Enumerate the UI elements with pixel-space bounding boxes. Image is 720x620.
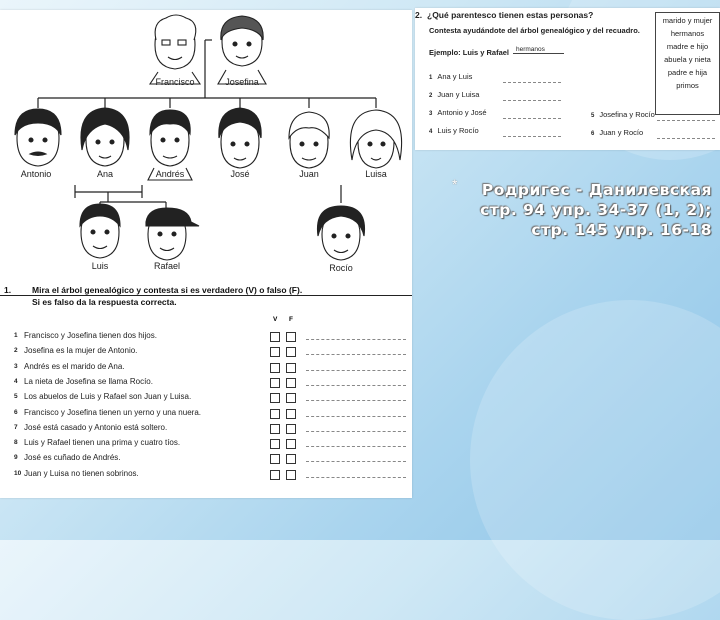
bullet-icon: * (452, 176, 458, 192)
item-number: 1 (14, 332, 18, 339)
person-label: Andrés (155, 169, 185, 179)
correction-line[interactable] (306, 416, 406, 417)
face-antonio (15, 109, 61, 166)
person-label: Rocío (329, 263, 353, 273)
face-luis (80, 204, 120, 258)
correction-line[interactable] (306, 339, 406, 340)
table-row (14, 423, 404, 435)
face-luisa (350, 110, 401, 168)
item-number: 2 (429, 93, 433, 99)
answer-line[interactable] (657, 120, 715, 121)
table-row (14, 362, 404, 374)
divider (0, 295, 412, 296)
column-f-label: F (289, 316, 293, 323)
correction-line[interactable] (306, 354, 406, 355)
item-text: Josefina y Rocío (599, 110, 655, 119)
person-label: Ana (96, 169, 113, 179)
correction-line[interactable] (306, 461, 406, 462)
answer-line[interactable] (657, 138, 715, 139)
answer-line[interactable] (503, 118, 561, 119)
statement-text: José está casado y Antonio está soltero. (24, 422, 168, 432)
correction-line[interactable] (306, 400, 406, 401)
correction-line[interactable] (306, 370, 406, 371)
item-number: 8 (14, 439, 18, 447)
person-label: Rafael (153, 261, 180, 271)
family-tree (0, 10, 412, 300)
person-label: Josefina (225, 77, 259, 87)
false-checkbox[interactable] (286, 454, 296, 464)
true-checkbox[interactable] (270, 409, 280, 419)
exercise-title: ¿Qué parentesco tienen estas personas? (427, 10, 594, 20)
item-number: 6 (14, 408, 18, 416)
statement-text: Andrés es el marido de Ana. (24, 361, 125, 371)
true-checkbox[interactable] (270, 332, 280, 342)
false-checkbox[interactable] (286, 409, 296, 419)
list-item (591, 110, 655, 119)
statement-text: Los abuelos de Luis y Rafael son Juan y Luisa. (24, 392, 192, 402)
item-number: 2 (14, 347, 18, 355)
exercise-subtitle: Si es falso da la respuesta correcta. (32, 297, 177, 307)
table-row (14, 453, 404, 465)
statement-text: Juan y Luisa no tienen sobrinos. (24, 468, 139, 478)
person-label: Juan (299, 169, 319, 179)
slide-heading (430, 180, 712, 240)
table-row (14, 408, 404, 420)
statement-text: Francisco y Josefina tienen un yerno y una nuera. (24, 407, 201, 417)
true-checkbox[interactable] (270, 378, 280, 388)
true-checkbox[interactable] (270, 424, 280, 434)
item-number: 3 (429, 111, 433, 117)
false-checkbox[interactable] (286, 393, 296, 403)
exercise-number: 2. (415, 10, 423, 20)
heading-line: стр. 94 упр. 34-37 (1, 2); (480, 201, 712, 219)
person-label: Luisa (365, 169, 387, 179)
statement-text: Francisco y Josefina tienen dos hijos. (24, 331, 157, 340)
table-row (14, 331, 404, 343)
false-checkbox[interactable] (286, 332, 296, 342)
face-francisco (150, 15, 200, 84)
person-label: Luis (91, 261, 109, 271)
table-row (14, 377, 404, 389)
false-checkbox[interactable] (286, 470, 296, 480)
item-text: Luis y Rocío (437, 126, 479, 135)
exercise-subtitle: Contesta ayudándote del árbol genealógico y del recuadro. (429, 26, 640, 35)
item-text: Juan y Rocío (599, 128, 644, 137)
item-number: 10 (14, 469, 22, 477)
item-number: 1 (429, 75, 433, 81)
face-juan (289, 112, 329, 168)
list-item (429, 126, 479, 135)
false-checkbox[interactable] (286, 378, 296, 388)
item-number: 5 (591, 113, 595, 119)
item-number: 9 (14, 454, 18, 462)
true-checkbox[interactable] (270, 439, 280, 449)
background-circle (470, 300, 720, 620)
item-number: 4 (14, 377, 18, 385)
word-box-item: abuela y nieta (664, 55, 711, 64)
face-josefina (218, 16, 266, 84)
true-checkbox[interactable] (270, 454, 280, 464)
answer-line[interactable] (503, 100, 561, 101)
true-checkbox[interactable] (270, 347, 280, 357)
word-box-item: primos (676, 81, 699, 90)
worksheet-page-2 (415, 8, 720, 150)
table-row (14, 392, 404, 404)
exercise-number: 1. (4, 285, 12, 295)
item-text: Ana y Luis (437, 72, 473, 81)
item-text: Antonio y José (437, 108, 487, 117)
statement-text: Josefina es la mujer de Antonio. (24, 346, 138, 356)
answer-line[interactable] (503, 82, 561, 83)
item-number: 3 (14, 362, 18, 370)
list-item (591, 128, 643, 137)
heading-line: стр. 145 упр. 16-18 (531, 221, 712, 239)
true-checkbox[interactable] (270, 393, 280, 403)
item-number: 5 (14, 393, 18, 401)
table-row (14, 438, 404, 450)
face-rocio (317, 206, 364, 260)
false-checkbox[interactable] (286, 439, 296, 449)
false-checkbox[interactable] (286, 424, 296, 434)
false-checkbox[interactable] (286, 347, 296, 357)
exercise-title: Mira el árbol genealógico y contesta si es verdadero (V) o falso (F). (32, 285, 303, 295)
column-v-label: V (273, 316, 278, 323)
list-item (429, 108, 487, 117)
word-box-item: madre e hijo (666, 42, 709, 51)
word-box-item: marido y mujer (662, 16, 713, 25)
correction-line[interactable] (306, 477, 406, 478)
face-rafael (146, 208, 199, 260)
heading-line: Родригес - Данилевская (481, 181, 712, 199)
table-row (14, 469, 404, 481)
word-box-item: padre e hija (667, 68, 708, 77)
statement-text: José es cuñado de Andrés. (24, 453, 121, 463)
statement-text: La nieta de Josefina se llama Rocío. (24, 376, 153, 386)
item-number: 6 (591, 131, 595, 137)
item-number: 7 (14, 423, 18, 431)
face-ana (81, 108, 129, 166)
example-label: Ejemplo: Luis y Rafael (429, 48, 510, 57)
person-label: Antonio (20, 169, 52, 179)
correction-line[interactable] (306, 431, 406, 432)
worksheet-page (0, 10, 412, 498)
table-row (14, 346, 404, 358)
item-number: 4 (429, 129, 433, 135)
list-item (429, 90, 479, 99)
correction-line[interactable] (306, 385, 406, 386)
example-answer: hermanos (513, 46, 564, 54)
word-box-item: hermanos (670, 29, 705, 38)
face-jose (219, 108, 261, 168)
item-text: Juan y Luisa (437, 90, 480, 99)
statement-text: Luis y Rafael tienen una prima y cuatro tíos. (24, 438, 181, 448)
correction-line[interactable] (306, 446, 406, 447)
person-label: Francisco (155, 77, 195, 87)
true-checkbox[interactable] (270, 363, 280, 373)
person-label: José (230, 169, 250, 179)
word-box (655, 12, 720, 115)
list-item (429, 72, 472, 81)
true-checkbox[interactable] (270, 470, 280, 480)
answer-line[interactable] (503, 136, 561, 137)
false-checkbox[interactable] (286, 363, 296, 373)
